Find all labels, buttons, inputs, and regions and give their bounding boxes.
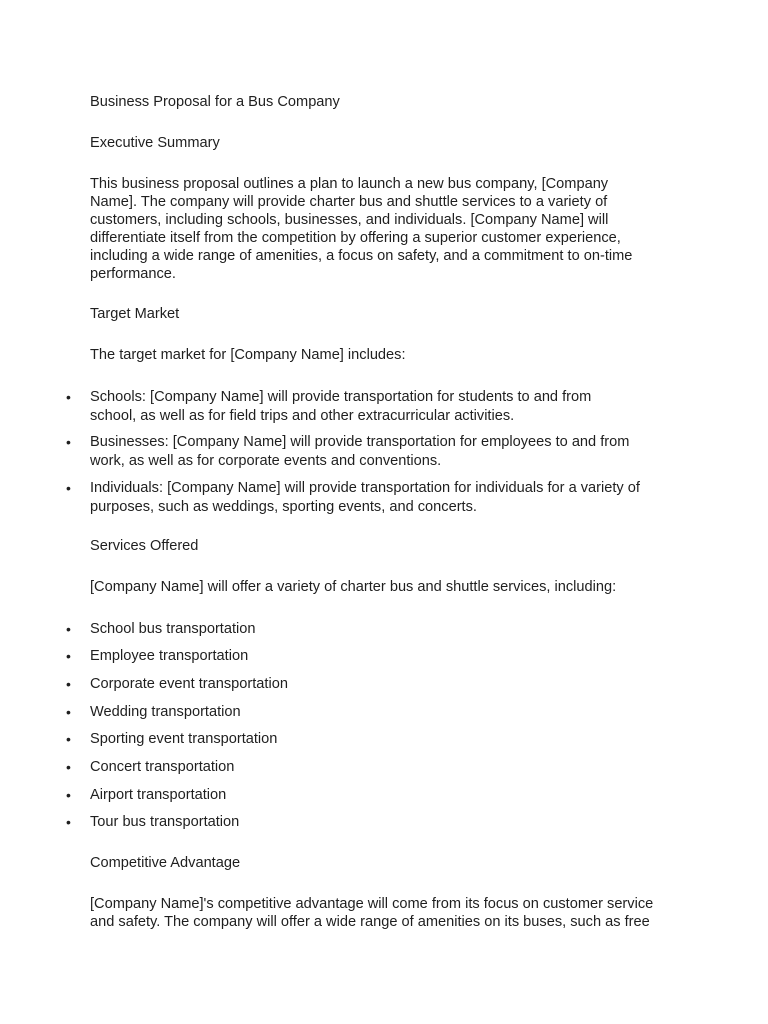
document-title: Business Proposal for a Bus Company (90, 94, 340, 110)
services-item-text: School bus transportation (90, 621, 256, 637)
services-item-text: Wedding transportation (90, 704, 241, 720)
target-market-intro: The target market for [Company Name] includes: (90, 347, 406, 363)
target-market-heading: Target Market (90, 306, 180, 322)
bullet-icon: • (66, 389, 71, 405)
bullet-icon: • (66, 787, 71, 803)
target-market-item-text: Businesses: [Company Name] will provide transportation for employees to and from work, as well as for corporate events and conventions. (90, 434, 630, 469)
bullet-icon: • (66, 676, 71, 692)
services-item-text: Corporate event transportation (90, 676, 288, 692)
services-item-text: Tour bus transportation (90, 814, 240, 830)
competitive-advantage-body: [Company Name]'s competitive advantage will come from its focus on customer service and safety. The company will offer a wide range of amenities on its buses, such as free (90, 896, 654, 930)
services-item-text: Concert transportation (90, 759, 235, 775)
bullet-icon: • (66, 480, 71, 496)
bullet-icon: • (66, 814, 71, 830)
competitive-advantage-heading: Competitive Advantage (90, 855, 241, 871)
services-offered-heading: Services Offered (90, 538, 199, 554)
services-item-text: Airport transportation (90, 787, 227, 803)
bullet-icon: • (66, 731, 71, 747)
services-offered-intro: [Company Name] will offer a variety of charter bus and shuttle services, including: (90, 579, 617, 595)
executive-summary-heading: Executive Summary (90, 135, 220, 151)
bullet-icon: • (66, 759, 71, 775)
bullet-icon: • (66, 434, 71, 450)
bullet-icon: • (66, 621, 71, 637)
executive-summary-body: This business proposal outlines a plan to launch a new bus company, [Company Name]. The company will provide charter bus and shuttle services to a variety of customers, including schools, businesses, and individuals. [Company Name] will differentiate itself from the competition by offering a superior customer experience, including a wide range of amenities, a focus on safety, and a commitment to on-time performance. (90, 176, 633, 282)
target-market-item-text: Individuals: [Company Name] will provide transportation for individuals for a variety of purposes, such as weddings, sporting events, and concerts. (90, 480, 640, 515)
bullet-icon: • (66, 648, 71, 664)
bullet-icon: • (66, 704, 71, 720)
services-item-text: Employee transportation (90, 648, 249, 664)
services-item-text: Sporting event transportation (90, 731, 278, 747)
target-market-item-text: Schools: [Company Name] will provide transportation for students to and from school, as well as for field trips and other extracurricular activities. (90, 389, 592, 424)
